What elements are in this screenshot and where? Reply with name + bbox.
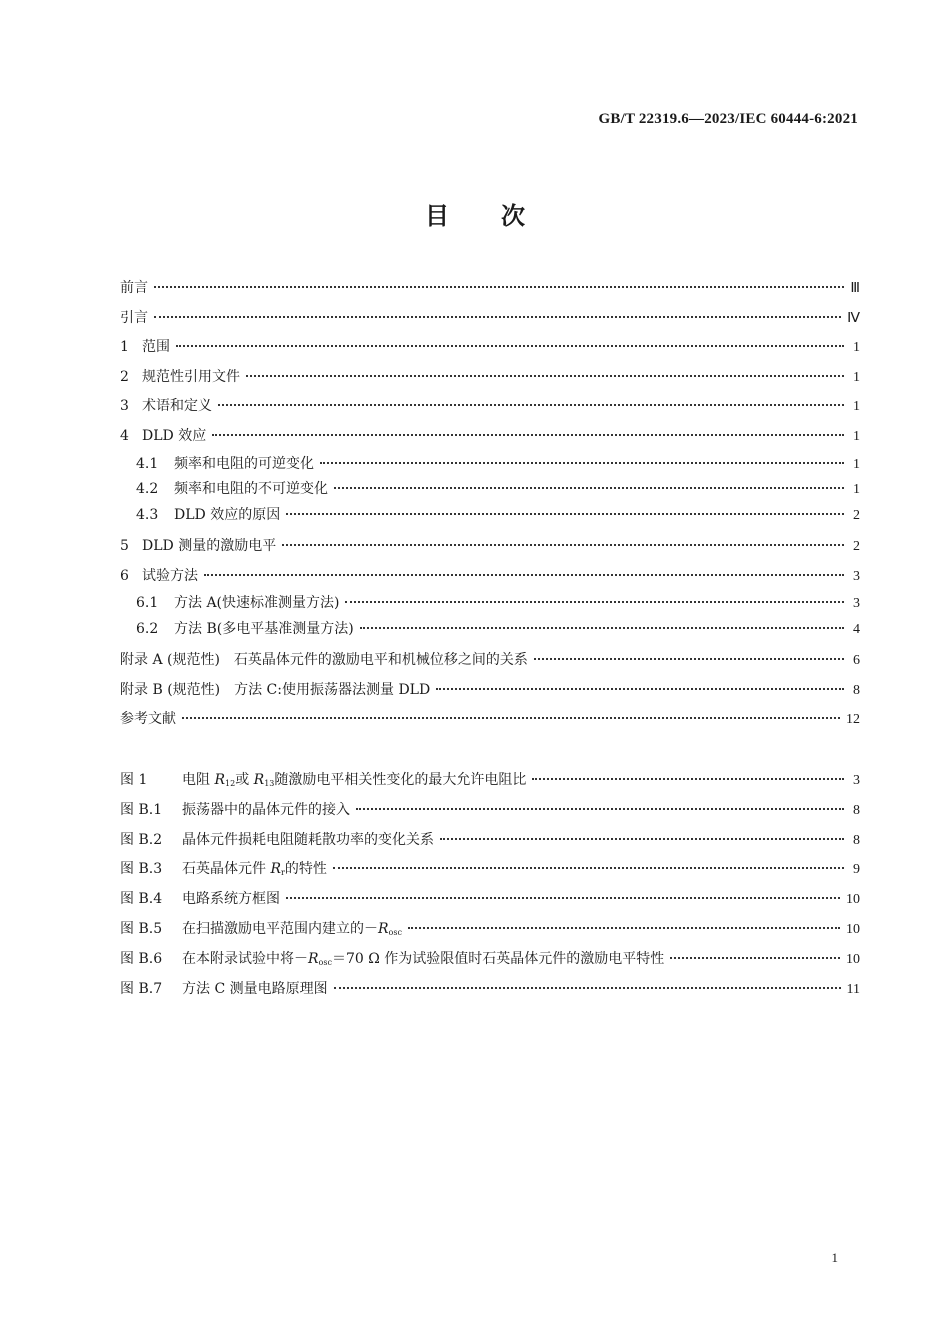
toc-entry-number: 4 xyxy=(120,427,129,444)
dot-leader xyxy=(154,315,841,318)
symbol-subscript: osc xyxy=(388,927,402,937)
figure-page: 11 xyxy=(846,981,860,997)
figure-page: 8 xyxy=(853,802,860,818)
toc-entry[interactable] xyxy=(120,452,860,478)
toc-entry-text: 试验方法 xyxy=(142,567,198,584)
toc-entry[interactable] xyxy=(120,477,860,503)
figure-title: 电路系统方框图 xyxy=(182,891,280,908)
toc-entry-number: 4.1 xyxy=(136,455,159,472)
page-number: 1 xyxy=(831,1250,838,1265)
figure-entry[interactable] xyxy=(120,766,860,796)
dot-leader xyxy=(670,956,840,959)
figure-number: 图 B.3 xyxy=(120,861,163,878)
toc-entry-text: 范围 xyxy=(142,339,170,356)
toc-entry-text: 规范性引用文件 xyxy=(142,368,240,385)
figure-title: 方法 C 测量电路原理图 xyxy=(182,980,328,997)
toc-entry-page: 2 xyxy=(853,539,860,555)
figure-entry-label xyxy=(120,796,350,826)
toc-entry-number: 4.3 xyxy=(136,506,159,523)
toc-entry-label xyxy=(120,532,276,562)
figure-number: 图 B.7 xyxy=(120,980,163,997)
dot-leader xyxy=(532,777,844,780)
toc-entry-label xyxy=(136,503,280,529)
symbol-r: R xyxy=(253,772,265,788)
dot-leader xyxy=(333,866,844,869)
figure-entry[interactable] xyxy=(120,826,860,856)
figure-entry-label xyxy=(120,975,328,1005)
toc-entry-number: 2 xyxy=(120,368,129,385)
toc-entry-text: 附录 A (规范性) 石英晶体元件的激励电平和机械位移之间的关系 xyxy=(120,652,528,669)
toc-entry-label xyxy=(120,392,212,422)
dot-leader xyxy=(436,687,844,690)
toc-entry-label xyxy=(120,562,198,592)
symbol-subscript: osc xyxy=(318,957,332,967)
toc-entry-number: 1 xyxy=(120,339,129,356)
figure-number: 图 B.5 xyxy=(120,920,163,937)
dot-leader xyxy=(534,657,844,660)
figure-page: 10 xyxy=(846,951,860,967)
toc-entry-page: 1 xyxy=(853,482,860,498)
dot-leader xyxy=(282,543,844,546)
toc-entry-text: DLD 测量的激励电平 xyxy=(142,538,277,555)
toc-entry-page: 3 xyxy=(853,596,860,612)
figure-title-part: 或 xyxy=(235,772,254,788)
toc-entry-text: 参考文献 xyxy=(120,711,176,728)
toc-entry[interactable] xyxy=(120,274,860,304)
toc-entry-text: 附录 B (规范性) 方法 C:使用振荡器法测量 DLD xyxy=(120,681,431,698)
toc-entry-text: 方法 A(快速标准测量方法) xyxy=(174,595,340,612)
toc-entry-page: Ⅳ xyxy=(847,310,860,326)
dot-leader xyxy=(440,837,844,840)
symbol-subscript: 13 xyxy=(264,779,275,788)
toc-entry-label xyxy=(120,274,148,304)
figure-number: 图 B.2 xyxy=(120,831,163,848)
toc-entry-label xyxy=(120,422,206,452)
dot-leader xyxy=(212,433,844,436)
toc-entry-page: 12 xyxy=(846,712,860,728)
standard-code: GB/T 22319.6—2023/IEC 60444-6:2021 xyxy=(598,111,858,127)
list-of-figures xyxy=(120,766,860,1004)
toc-entry-text: DLD 效应 xyxy=(142,427,207,444)
toc-entry-label xyxy=(120,304,148,334)
figure-title-part: 在扫描激励电平范围内建立的－ xyxy=(182,920,378,937)
figure-page: 10 xyxy=(846,892,860,908)
figure-number: 图 B.6 xyxy=(120,950,163,967)
toc-entry-text: DLD 效应的原因 xyxy=(174,506,281,523)
dot-leader xyxy=(204,573,844,576)
toc-entry-label xyxy=(136,591,339,617)
dot-leader xyxy=(356,807,844,810)
figure-entry-label xyxy=(120,855,327,888)
dot-leader xyxy=(154,285,844,288)
toc-entry[interactable] xyxy=(120,363,860,393)
toc-entry[interactable] xyxy=(120,646,860,676)
toc-entry-text: 方法 B(多电平基准测量方法) xyxy=(174,620,354,637)
toc-entry-page: 4 xyxy=(853,621,860,637)
figure-entry[interactable] xyxy=(120,945,860,975)
figure-title-part: ＝70 Ω 作为试验限值时石英晶体元件的激励电平特性 xyxy=(331,950,665,967)
toc-entry-number: 6.2 xyxy=(136,620,159,637)
symbol-r: R xyxy=(214,772,225,788)
figure-entry-label xyxy=(120,945,664,978)
toc-entry[interactable] xyxy=(120,503,860,529)
dot-leader xyxy=(408,926,840,929)
dot-leader xyxy=(320,461,844,464)
dot-leader xyxy=(182,716,840,719)
figure-title-part: 的特性 xyxy=(284,861,327,878)
figure-title-part: 石英晶体元件 xyxy=(182,861,271,878)
toc-entry-text: 频率和电阻的不可逆变化 xyxy=(174,481,328,498)
figure-page: 8 xyxy=(853,832,860,848)
figure-title-part: 在本附录试验中将－ xyxy=(182,950,308,967)
toc-entry-label xyxy=(120,363,240,393)
toc-entry[interactable] xyxy=(120,422,860,452)
page-title: 目次 xyxy=(425,202,577,230)
table-of-contents xyxy=(120,274,860,735)
symbol-r: R xyxy=(308,950,319,967)
figure-entry[interactable] xyxy=(120,975,860,1005)
toc-entry[interactable] xyxy=(120,304,860,334)
toc-entry-text: 引言 xyxy=(120,309,148,326)
toc-entry-page: 1 xyxy=(853,369,860,385)
toc-entry-label xyxy=(120,333,170,363)
figure-entry[interactable] xyxy=(120,855,860,885)
figure-title-part: 电阻 xyxy=(182,772,215,788)
figure-entry-label xyxy=(120,826,434,856)
dot-leader xyxy=(345,600,844,603)
toc-entry[interactable] xyxy=(120,705,860,735)
toc-entry-text: 频率和电阻的可逆变化 xyxy=(174,455,314,472)
dot-leader xyxy=(246,374,844,377)
toc-entry[interactable] xyxy=(120,676,860,706)
dot-leader xyxy=(286,896,840,899)
toc-entry[interactable] xyxy=(120,617,860,643)
figure-page: 9 xyxy=(853,862,860,878)
figure-entry-label xyxy=(120,766,526,799)
symbol-r: R xyxy=(378,920,389,937)
figure-number: 图 1 xyxy=(120,772,148,788)
toc-entry-label xyxy=(120,646,528,676)
toc-entry[interactable] xyxy=(120,333,860,363)
toc-entry-label xyxy=(136,452,314,478)
figure-number: 图 B.1 xyxy=(120,801,163,818)
dot-leader xyxy=(286,512,844,515)
toc-entry-page: Ⅲ xyxy=(850,281,860,296)
figure-title-part: 随激励电平相关性变化的最大允许电阻比 xyxy=(274,772,527,788)
toc-entry-page: 3 xyxy=(853,568,860,584)
toc-entry-number: 5 xyxy=(120,538,129,555)
symbol-subscript: 12 xyxy=(225,779,236,788)
symbol-r: R xyxy=(270,861,281,878)
toc-entry-page: 2 xyxy=(853,507,860,523)
figure-entry-label xyxy=(120,885,280,915)
toc-entry[interactable] xyxy=(120,392,860,422)
figure-entry-label xyxy=(120,915,402,948)
dot-leader xyxy=(334,986,841,989)
figure-title: 振荡器中的晶体元件的接入 xyxy=(182,801,350,818)
toc-entry-label xyxy=(136,617,354,643)
toc-entry[interactable] xyxy=(120,532,860,562)
toc-entry-number: 3 xyxy=(120,398,129,415)
toc-entry[interactable] xyxy=(120,562,860,592)
toc-entry-number: 4.2 xyxy=(136,481,159,498)
toc-entry-page: 8 xyxy=(853,682,860,698)
dot-leader xyxy=(176,344,844,347)
toc-entry-text: 术语和定义 xyxy=(142,398,212,415)
toc-entry-number: 6 xyxy=(120,567,129,584)
symbol-subscript: r xyxy=(281,868,285,878)
toc-entry-label xyxy=(120,705,176,735)
figure-entry[interactable] xyxy=(120,796,860,826)
dot-leader xyxy=(360,626,844,629)
toc-entry-page: 1 xyxy=(853,399,860,415)
toc-entry-page: 1 xyxy=(853,456,860,472)
toc-entry-page: 1 xyxy=(853,340,860,356)
toc-entry-page: 6 xyxy=(853,653,860,669)
dot-leader xyxy=(218,403,844,406)
toc-entry-label xyxy=(136,477,328,503)
toc-entry-text: 前言 xyxy=(120,280,148,296)
figure-page: 10 xyxy=(846,921,860,937)
figure-number: 图 B.4 xyxy=(120,891,163,908)
toc-entry-number: 6.1 xyxy=(136,595,159,612)
dot-leader xyxy=(334,486,844,489)
toc-entry-label xyxy=(120,676,430,706)
toc-entry[interactable] xyxy=(120,591,860,617)
figure-entry[interactable] xyxy=(120,885,860,915)
toc-entry-page: 1 xyxy=(853,428,860,444)
figure-page: 3 xyxy=(853,773,860,788)
figure-title: 晶体元件损耗电阻随耗散功率的变化关系 xyxy=(182,831,434,848)
figure-entry[interactable] xyxy=(120,915,860,945)
